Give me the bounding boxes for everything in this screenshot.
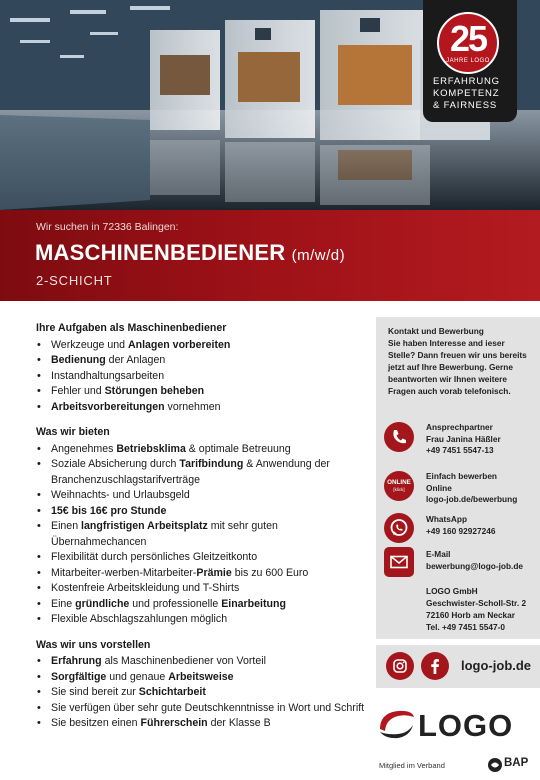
anniversary-subtitle: JAHRE LOGO (446, 58, 490, 64)
contact-intro-text: Sie haben Interesse and ieser Stelle? Dann freuen wir uns bereits jetzt auf Ihre Bewerbung. Gerne beantworten wir Ihnen weitere Fragen auch vorab telefonisch. (388, 338, 527, 396)
list-item-text: Sie besitzen einen (51, 717, 141, 729)
phone-icon (384, 422, 414, 452)
list-item (36, 400, 366, 416)
list-item-text: & optimale Betreuung (185, 442, 291, 455)
bap-mark-icon (487, 757, 503, 773)
list-item-text: und genaue (106, 670, 169, 683)
social-bar (376, 645, 540, 688)
contact-phone-text (426, 422, 538, 457)
list-item (36, 550, 366, 566)
badge-word-3: & FAIRNESS (433, 100, 497, 111)
list-item-text: Angenehmes (51, 442, 117, 455)
list-item-text: Weihnachts- und Urlaubsgeld (51, 489, 190, 501)
list-item-bold-text: langfristigen Arbeitsplatz (81, 520, 208, 532)
list-item-bold-text: Führerschein (140, 717, 208, 729)
job-title-suffix: (m/w/d) (291, 247, 346, 264)
badge-word-1: ERFAHRUNG (433, 76, 500, 87)
anniversary-seal (437, 12, 499, 74)
online-icon (384, 471, 414, 501)
list-item (36, 597, 366, 613)
list-item (36, 504, 366, 520)
list-item-text: Instandhaltungsarbeiten (51, 369, 165, 382)
list-item-bold-text: Arbeitsweise (168, 670, 234, 683)
list-item (36, 369, 366, 385)
section-0 (36, 321, 366, 415)
list-item-text: Fehler und (51, 385, 105, 397)
logo-mark-icon (376, 705, 416, 745)
facebook-icon[interactable] (421, 652, 449, 680)
list-item-text: Kostenfreie Arbeitskleidung und T-Shirts (51, 582, 240, 594)
list-item-bold-text: gründliche (75, 597, 130, 610)
online-icon-text: ONLINE (387, 479, 411, 486)
list-item-bold-text: Bedienung (51, 354, 106, 366)
list-item-bold-text: Schichtarbeit (138, 686, 206, 698)
job-title-text: MASCHINENBEDIENER (35, 240, 286, 265)
section-list (36, 654, 366, 732)
section-heading: Ihre Aufgaben als Maschinenbediener (36, 322, 227, 334)
list-item (36, 670, 366, 686)
list-item (36, 338, 366, 354)
contact-phone-label: Ansprechpartner (426, 422, 493, 432)
contact-email-label: E-Mail (426, 549, 451, 559)
list-item (36, 353, 366, 369)
section-1 (36, 425, 366, 628)
contact-phone-number: +49 7451 5547-13 (426, 445, 494, 455)
list-item-text: Einen (51, 520, 82, 532)
list-item-text: Sie sind bereit zur (51, 686, 139, 698)
contact-online-sub: Online (426, 482, 452, 493)
company-city: 72160 Horb am Neckar (426, 610, 516, 620)
contact-sidebar (376, 317, 540, 639)
list-item-bold-text: Betriebsklima (116, 442, 186, 455)
hero-image (0, 0, 540, 210)
list-item-text: und professionelle (129, 597, 222, 610)
contact-whatsapp-text (426, 514, 538, 537)
online-icon-sub: [klick] (393, 487, 405, 492)
bap-wordmark: BAP (504, 757, 529, 769)
contact-intro-title: Kontakt und Bewerbung (388, 326, 484, 336)
anniversary-badge (423, 0, 517, 122)
list-item-text: Mitarbeiter-werben-Mitarbeiter- (51, 566, 197, 579)
list-item-text: der Klasse B (207, 717, 271, 729)
list-item (36, 654, 366, 670)
list-item (36, 384, 366, 400)
list-item-bold-text: Tarifbindung (179, 458, 244, 470)
contact-online-text (426, 471, 538, 506)
list-item-text: Flexibilität durch persönliches Gleitzeitkonto (51, 551, 258, 563)
contact-email-address[interactable]: bewerbung@logo-job.de (426, 560, 524, 571)
online-icon-label (384, 479, 414, 493)
list-item-bold-text: Arbeitsvorbereitungen (51, 400, 165, 413)
section-list (36, 338, 366, 416)
anniversary-number: 25 (449, 18, 487, 59)
list-item-bold-text: Sorgfältige (51, 670, 107, 683)
website-link[interactable]: logo-job.de (461, 658, 532, 673)
list-item-text: vornehmen (164, 400, 221, 413)
list-item-bold-text: 15€ bis 16€ pro Stunde (51, 504, 167, 517)
list-item-bold-text: Einarbeitung (221, 597, 286, 610)
contact-email-text (426, 549, 538, 572)
contact-whatsapp-label: WhatsApp (426, 514, 468, 524)
title-band (0, 210, 540, 301)
list-item (36, 701, 366, 717)
list-item-text: als Maschinenbediener von Vorteil (101, 655, 266, 667)
bap-logo (487, 756, 537, 774)
company-name: LOGO GmbH (426, 586, 478, 596)
list-item-text: Flexible Abschlagszahlungen möglich (51, 613, 228, 625)
job-description (36, 321, 366, 742)
list-item-bold-text: Erfahrung (51, 655, 102, 667)
list-item-text: mit sehr guten Übernahmechancen (51, 520, 278, 548)
list-item-text: der Anlagen (105, 354, 166, 366)
section-2 (36, 638, 366, 732)
list-item (36, 519, 366, 550)
section-heading: Was wir bieten (36, 426, 110, 438)
list-item-bold-text: Anlagen vorbereiten (127, 338, 231, 351)
list-item-text: Werkzeuge und (51, 338, 128, 351)
membership-text: Mitglied im Verband (379, 761, 445, 770)
section-list (36, 442, 366, 628)
badge-word-2: KOMPETENZ (433, 88, 500, 99)
contact-intro (388, 325, 534, 397)
job-title (35, 240, 345, 266)
list-item (36, 685, 366, 701)
list-item (36, 442, 366, 458)
list-item (36, 612, 366, 628)
list-item-text: Sie verfügen über sehr gute Deutschkenntnisse in Wort und Schrift (51, 701, 365, 714)
contact-online-label: Einfach bewerben (426, 471, 498, 481)
list-item-bold-text: Störungen beheben (104, 385, 205, 397)
company-street: Geschwister-Scholl-Str. 2 (426, 598, 527, 608)
section-heading: Was wir uns vorstellen (36, 638, 151, 651)
location-line: Wir suchen in 72336 Balingen: (36, 221, 179, 233)
logo-wordmark: LOGO (418, 708, 514, 743)
list-item-text: Soziale Absicherung durch (51, 458, 180, 470)
company-phone: Tel. +49 7451 5547-0 (426, 622, 505, 632)
list-item-bold-text: Prämie (196, 566, 232, 579)
whatsapp-icon (384, 513, 414, 543)
instagram-icon[interactable] (386, 652, 414, 680)
list-item (36, 566, 366, 582)
mail-icon (384, 547, 414, 577)
company-address (426, 585, 538, 633)
contact-whatsapp-number: +49 160 92927246 (426, 525, 496, 536)
list-item (36, 581, 366, 597)
list-item (36, 716, 366, 732)
list-item-text: Eine (51, 597, 76, 610)
list-item-text: & Anwendung der Branchenzuschlagstarifverträge (51, 458, 330, 486)
list-item (36, 488, 366, 504)
shift-label: 2-SCHICHT (36, 273, 113, 288)
contact-online-url[interactable]: logo-job.de/bewerbung (426, 494, 518, 504)
company-logo (376, 705, 526, 745)
list-item (36, 457, 366, 488)
contact-phone-person: Frau Janina Häßler (426, 433, 501, 444)
list-item-text: bis zu 600 Euro (231, 566, 309, 579)
